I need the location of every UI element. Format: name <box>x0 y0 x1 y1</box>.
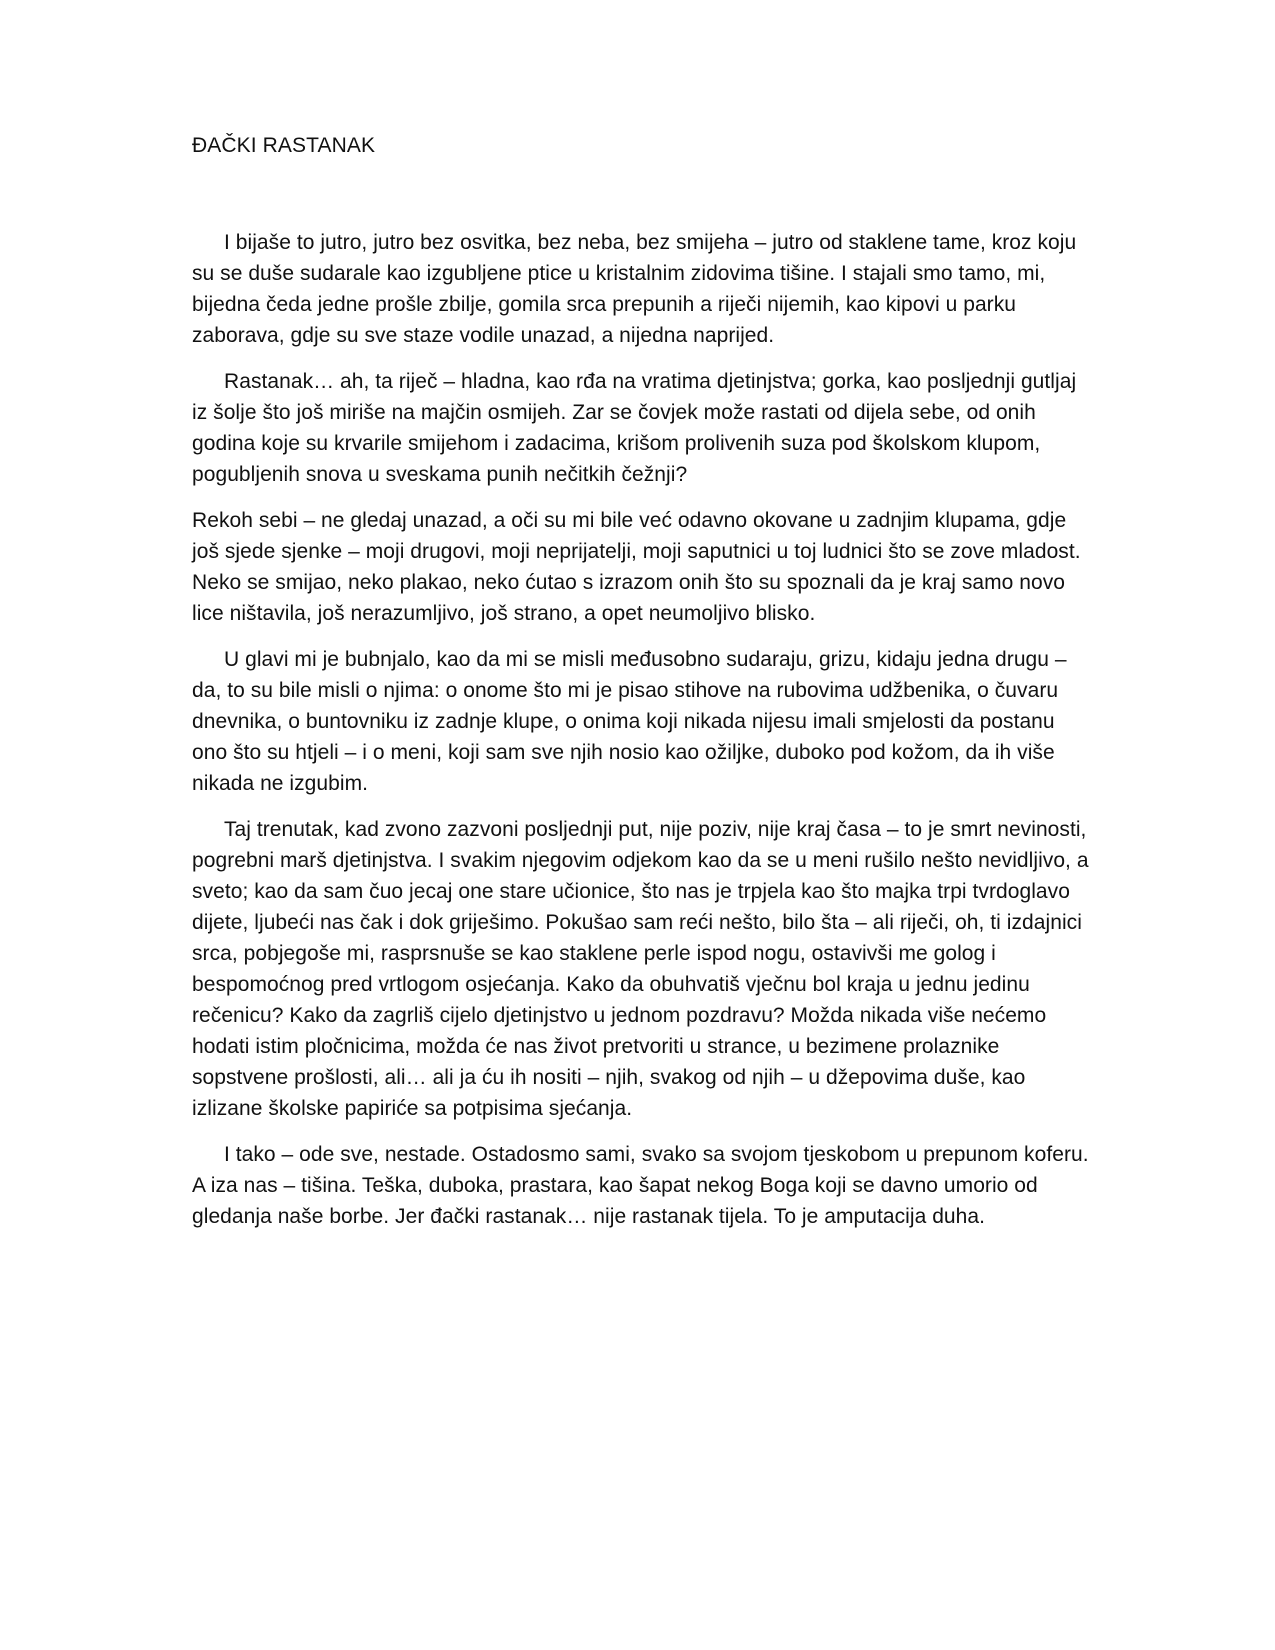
paragraph-3: Rekoh sebi – ne gledaj unazad, a oči su mi bile već odavno okovane u zadnjim klupama, gdje još sjede sjenke – moji drugovi, moji neprijatelji, moji saputnici u toj ludnici što se zove mladost. Neko se smijao, neko plakao, neko ćutao s izrazom onih što su spoznali da je kraj samo novo lice ništavila, još nerazumljivo, još strano, a opet neumoljivo blisko. <box>192 509 1081 625</box>
paragraph-6: I tako – ode sve, nestade. Ostadosmo sami, svako sa svojom tjeskobom u prepunom koferu. A iza nas – tišina. Teška, duboka, prastara, kao šapat nekog Boga koji se davno umorio od gledanja naše borbe. Jer đački rastanak… nije rastanak tijela. To je amputacija duha. <box>192 1143 1089 1228</box>
document-body <box>192 131 1090 1247</box>
paragraph-4: U glavi mi je bubnjalo, kao da mi se misli međusobno sudaraju, grizu, kidaju jedna drugu – da, to su bile misli o njima: o onome što mi je pisao stihove na rubovima udžbenika, o čuvaru dnevnika, o buntovniku iz zadnje klupe, o onima koji nikada nijesu imali smjelosti da postanu ono što su htjeli – i o meni, koji sam sve njih nosio kao ožiljke, duboko pod kožom, da ih više nikada ne izgubim. <box>192 648 1067 795</box>
paragraph-2: Rastanak… ah, ta riječ – hladna, kao rđa na vratima djetinjstva; gorka, kao posljednji gutljaj iz šolje što još miriše na majčin osmijeh. Zar se čovjek može rastati od dijela sebe, od onih godina koje su krvarile smijehom i zadacima, krišom prolivenih suza pod školskom klupom, pogubljenih snova u sveskama punih nečitkih čežnji? <box>192 370 1077 486</box>
paragraph-5: Taj trenutak, kad zvono zazvoni posljednji put, nije poziv, nije kraj časa – to je smrt nevinosti, pogrebni marš djetinjstva. I svakim njegovim odjekom kao da se u meni rušilo nešto nevidljivo, a sveto; kao da sam čuo jecaj one stare učionice, što nas je trpjela kao što majka trpi tvrdoglavo dijete, ljubeći nas čak i dok griješimo. Pokušao sam reći nešto, bilo šta – ali riječi, oh, ti izdajnici srca, pobjegoše mi, rasprsnuše se kao staklene perle ispod nogu, ostavivši me golog i bespomoćnog pred vrtlogom osjećanja. Kako da obuhvatiš vječnu bol kraja u jednu jedinu rečenicu? Kako da zagrliš cijelo djetinjstvo u jednom pozdravu? Možda nikada više nećemo hodati istim pločnicima, možda će nas život pretvoriti u strance, u bezimene prolaznike sopstvene prošlosti, ali… ali ja ću ih nositi – njih, svakog od njih – u džepovima duše, kao izlizane školske papiriće sa potpisima sjećanja. <box>192 818 1089 1120</box>
document-title: ĐAČKI RASTANAK <box>192 134 376 157</box>
paragraph-1: I bijaše to jutro, jutro bez osvitka, bez neba, bez smijeha – jutro od staklene tame, kroz koju su se duše sudarale kao izgubljene ptice u kristalnim zidovima tišine. I stajali smo tamo, mi, bijedna čeda jedne prošle zbilje, gomila srca prepunih a riječi nijemih, kao kipovi u parku zaborava, gdje su sve staze vodile unazad, a nijedna naprijed. <box>192 231 1077 347</box>
